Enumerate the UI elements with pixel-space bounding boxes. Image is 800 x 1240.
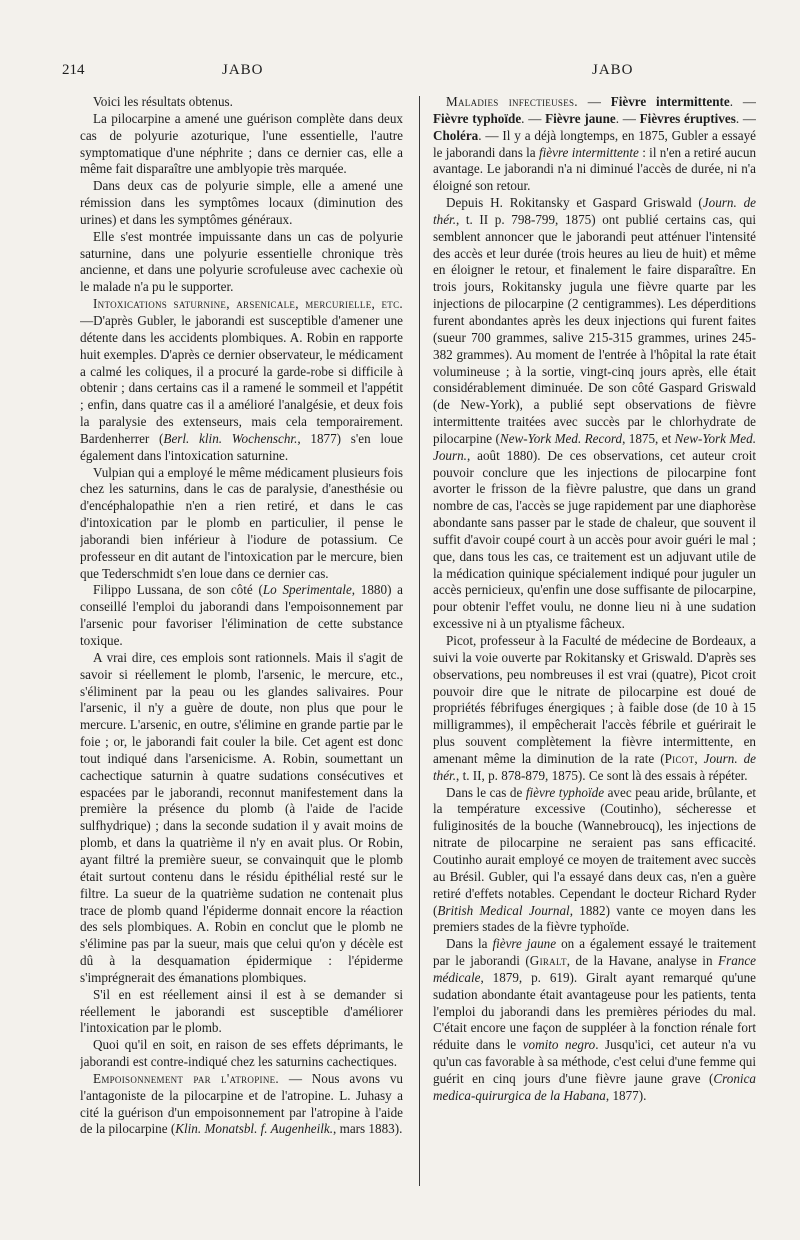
page-number: 214	[62, 62, 85, 78]
citation: Journ. de thér.	[433, 195, 756, 227]
paragraph: Empoisonnement par l'atropine. — Nous avons vu l'antagoniste de la pilocarpine et de l'atropine. L. Juhasy a cité la guérison d'un empoisonnement par l'atropine à l'aide de la pilocarpine (Klin. Monatsbl. f. Augenheilk., mars 1883).	[80, 1070, 403, 1137]
emphasis: fièvre typhoïde	[525, 784, 605, 800]
citation: Berl. klin. Wochenschr.	[163, 430, 298, 446]
subheading: Fièvre intermittente	[610, 94, 730, 109]
emphasis: fièvre jaune	[492, 936, 557, 952]
emphasis: fièvre intermittente	[538, 144, 639, 160]
column-divider	[419, 96, 420, 1186]
page-header	[0, 62, 800, 86]
paragraph: Depuis H. Rokitansky et Gaspard Griswald (Journ. de thér., t. II p. 798-799, 1875) ont publié certains cas, qui semblent annoncer que le jaborandi peut atténuer l'intensité des accès et leur durée (trois heures au lieu de huit) et même en éloigner le retour, et finalement le faire disparaître. En trois jours, Rokitansky jugula une fièvre quarte par les injections de pilocarpine (2 centigrammes). Les déperditions furent abondantes après les deux injections qui furent faites (sueur 700 grammes, salive 215-315 grammes, urines 245-382 grammes). Au moment de l'entrée à l'hôpital la rate était volumineuse ; à la sortie, vingt-cinq jours après, elle était considérablement diminuée. De son côté Gaspard Griswald (de New-York), a publié sept observations de fièvre intermittente traitées avec succès par le chlorhydrate de pilocarpine (New-York Med. Record, 1875, et New-York Med. Journ., août 1880). De ces observations, cet auteur croit pouvoir conclure que les injections de pilocarpine font avorter le frisson de la fièvre palustre, que dans un grand nombre de cas, l'accès se juge rapidement par une diaphorèse abondante sans passer par le stade de chaleur, que souvent il suffit d'avoir coupé court à un accès pour avoir guéri le mal ; que, dans tous les cas, ce traitement est un adjuvant utile de la médication quinique spécialement indiqué pour juguler un accès pernicieux, qu'enfin une dose suffisante de pilocarpine, pour obtenir l'effet voulu, ne donne lieu ni à une sudation excessive ni à un ptyalisme fâcheux.	[433, 195, 756, 632]
paragraph: Dans deux cas de polyurie simple, elle a amené une rémission dans les symptômes locaux (diminution des urines) et dans les symptômes généraux.	[80, 178, 403, 227]
citation: Journ. de thér.	[433, 750, 756, 783]
paragraph: La pilocarpine a amené une guérison complète dans deux cas de polyurie azoturique, l'une essentielle, l'autre symptomatique d'une néphrite ; dans ce dernier cas, elle a même fait disparaître une amblyopie très marquée.	[80, 110, 403, 177]
running-head-right: JABO	[592, 62, 634, 78]
citation: Klin. Monatsbl. f. Augenheilk.	[175, 1121, 334, 1137]
paragraph: Elle s'est montrée impuissante dans un cas de polyurie saturnine, dans une polyurie essentielle chronique très ancienne, et dans une polyurie scrofuleuse avec cachexie où le malade n'a pu le supporter.	[80, 228, 403, 295]
emphasis: vomito negro	[522, 1037, 596, 1053]
subheading: Fièvres éruptives	[639, 110, 736, 126]
citation: Cronica medica-quirurgica de la Habana	[433, 1070, 756, 1103]
author-name: Picot	[664, 750, 695, 766]
citation: New-York Med. Journ.	[433, 430, 756, 463]
paragraph: Dans le cas de fièvre typhoïde avec peau aride, brûlante, et la température excessive (Coutinho), sécheresse et fuliginosités de la bouche (Wannebroucq), les injections de nitrate de pilocarpine ne seraient pas sans efficacité. Coutinho aurait employé ce moyen de traitement avec succès au Brésil. Gubler, qui l'a essayé dans deux cas, n'en a guère retiré d'effets notables. Cependant le docteur Richard Ryder (British Medical Journal, 1882) vante ce moyen dans les premiers stades de la fièvre typhoïde.	[433, 784, 756, 935]
right-column	[433, 94, 756, 1184]
section-heading: Maladies infectieuses.	[446, 94, 578, 109]
section-heading: Empoisonnement par l'atropine.	[93, 1070, 280, 1086]
author-name: Giralt	[529, 953, 567, 969]
citation: Lo Sperimentale	[262, 582, 352, 598]
section-heading: Intoxications saturnine, arsenicale, mercurielle, etc.	[93, 296, 403, 312]
paragraph: A vrai dire, ces emplois sont rationnels. Mais il s'agit de savoir si réellement le plomb, l'arsenic, le mercure, etc., s'éliminent par la peau ou les glandes salivaires. Pour l'arsenic, il n'y a guère de doute, non plus que pour le mercure. L'arsenic, en outre, s'élimine en grande partie par le foie ; or, le jaborandi fait couler la bile. Cet agent est donc tout indiqué dans l'arsenicisme. A. Robin, soumettant un cachectique saturnin à quatre sudations consécutives et espacées par le jaborandi, reconnut manifestement dans la première la présence du plomb (à l'aide de l'acide sulfhydrique) ; dans la seconde sudation il y avait moins de plomb, et dans la quatrième il n'y en avait plus. Or Robin, ayant filtré la première sueur, se convainquit que le plomb était surtout contenu dans le résidu épithélial resté sur le filtre. La sueur de la quatrième sudation ne contenait plus trace de plomb quand l'épiderme donnait encore la réaction des sels plombiques. A. Robin en conclut que le plomb ne s'élimine pas par la sueur, mais que celui qu'on y décèle est dû à la desquamation épidermique : l'épiderme s'imprégnerait des émanations plombiques.	[80, 649, 403, 985]
paragraph: Vulpian qui a employé le même médicament plusieurs fois chez les saturnins, dans le cas de paralysie, d'anesthésie ou d'encéphalopathie n'en a rien retiré, et dans le cas d'intoxication par le plomb en particulier, il pense le jaborandi bien inférieur à l'iodure de potassium. Ce professeur en dit autant de l'intoxication par le mercure, bien que Tederschmidt s'en loue dans ce dernier cas.	[80, 464, 403, 581]
subheading: Choléra	[433, 127, 479, 143]
paragraph: Dans la fièvre jaune on a également essayé le traitement par le jaborandi (Giralt, de la Havane, analyse in France médicale, 1879, p. 619). Giralt ayant remarqué qu'une sudation abondante était avantageuse pour les patients, tenta l'emploi du jaborandi dans les premières périodes du mal. C'était encore une façon de suppléer à la fonction rénale fort réduite dans le vomito negro. Jusqu'ici, cet auteur n'a vu qu'un cas favorable à sa méthode, c'est celui d'une femme qui guérit en cinq jours d'une fièvre jaune grave (Cronica medica-quirurgica de la Habana, 1877).	[433, 936, 756, 1103]
paragraph: Voici les résultats obtenus.	[93, 94, 233, 109]
subheading: Fièvre typhoïde	[433, 110, 522, 126]
citation: France médicale	[433, 953, 756, 985]
paragraph: Maladies infectieuses. — Fièvre intermittente. — Fièvre typhoïde. — Fièvre jaune. — Fièvres éruptives. — Choléra. — Il y a déjà longtemps, en 1875, Gubler a essayé le jaborandi dans la fièvre intermittente : il n'en a retiré aucun avantage. Le jaborandi n'a ni diminué l'accès de durée, ni n'a éloigné son retour.	[433, 94, 756, 194]
paragraph: Filippo Lussana, de son côté (Lo Sperimentale, 1880) a conseillé l'emploi du jaborandi dans l'empoisonnement par l'arsenic pour favoriser l'élimination de cette substance toxique.	[80, 582, 403, 648]
running-head-left: JABO	[222, 62, 264, 78]
subheading: Fièvre jaune	[545, 110, 616, 126]
paragraph: Picot, professeur à la Faculté de médecine de Bordeaux, a suivi la voie ouverte par Rokitansky et Griswald. D'après ses observations, peu nombreuses il est vrai (quatre), Picot croit pouvoir dire que le nitrate de pilocarpine est doué de propriétés fébrifuges énergiques ; à faible dose (de 10 à 15 milligrammes), il empêcherait l'accès fébrile et guérirait le plus souvent complètement la fièvre intermittente, en amenant même la diminution de la rate (Picot, Journ. de thér., t. II, p. 878-879, 1875). Ce sont là des essais à répéter.	[433, 633, 756, 783]
paragraph: S'il en est réellement ainsi il est à se demander si réellement le jaborandi est susceptible d'améliorer l'intoxication par le plomb.	[80, 986, 403, 1036]
citation: New-York Med. Record	[499, 430, 623, 446]
paragraph: Intoxications saturnine, arsenicale, mercurielle, etc.—D'après Gubler, le jaborandi est susceptible d'amener une détente dans les accidents plombiques. A. Robin en rapporte huit exemples. D'après ce dernier observateur, le médicament a calmé les coliques, il a procuré la garde-robe si difficile à obtenir ; dans certains cas il a ramené le sommeil et l'appétit ; enfin, dans quatre cas il a amélioré l'analgésie, et deux fois la paralysie des extenseurs, mais cela temporairement. Bardenherrer (Berl. klin. Wochenschr., 1877) s'en loue également dans l'intoxication saturnine.	[80, 296, 403, 463]
citation: British Medical Journal	[437, 902, 570, 918]
paragraph: Quoi qu'il en soit, en raison de ses effets déprimants, le jaborandi est contre-indiqué chez les saturnins cachectiques.	[80, 1037, 403, 1070]
left-column	[80, 94, 403, 1184]
